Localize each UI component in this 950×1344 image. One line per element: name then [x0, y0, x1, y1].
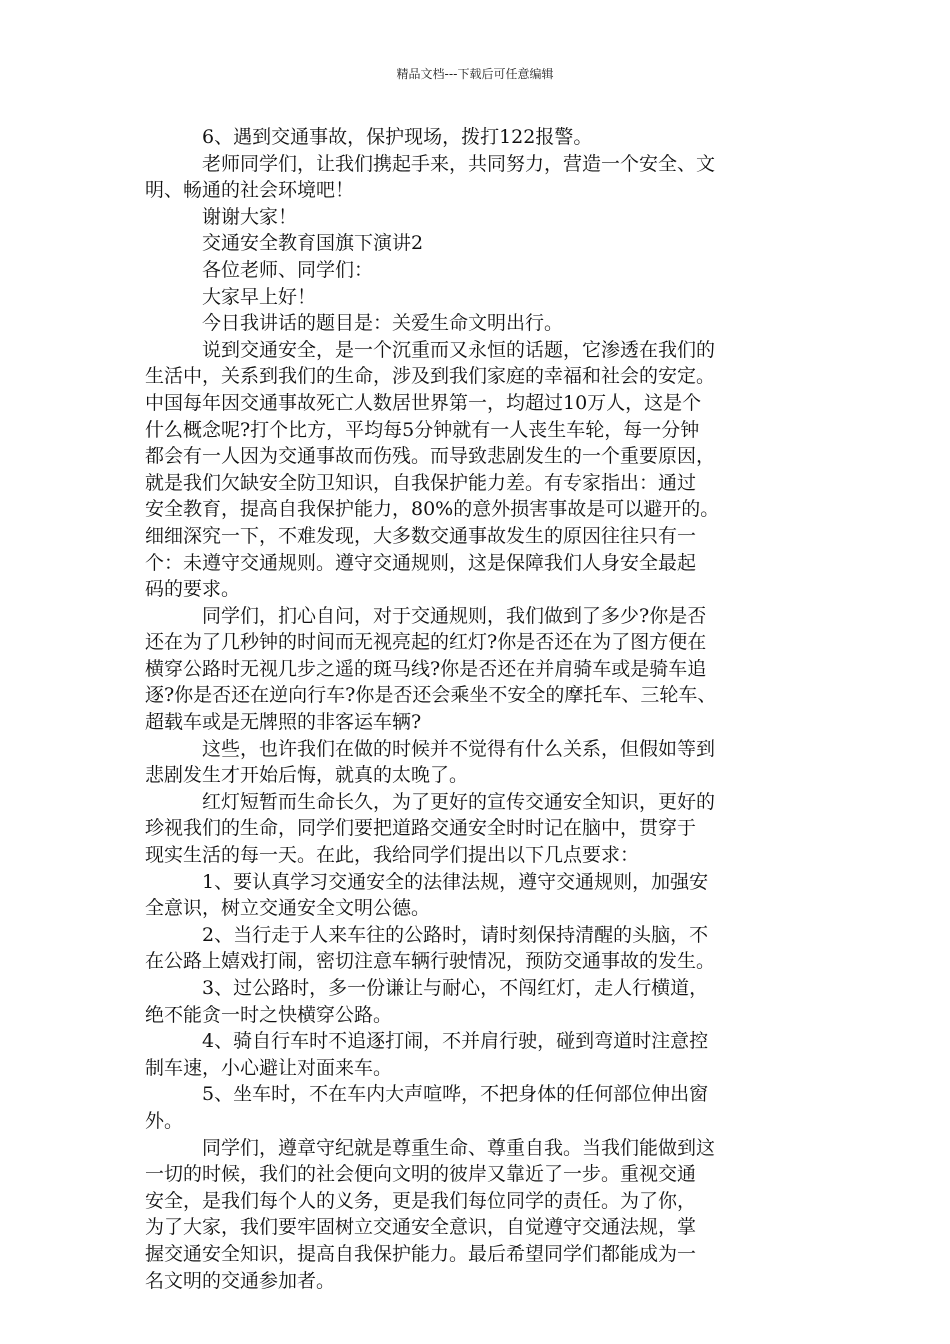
text-line: 逐?你是否还在逆向行车?你是否还会乘坐不安全的摩托车、三轮车、 [145, 684, 717, 707]
text-line: 同学们，扪心自问，对于交通规则，我们做到了多少?你是否 [202, 604, 707, 627]
text-line: 今日我讲话的题目是：关爱生命文明出行。 [202, 312, 564, 335]
text-line: 谢谢大家！ [202, 205, 298, 228]
text-line: 珍视我们的生命，同学们要把道路交通安全时时记在脑中，贯穿于 [145, 817, 697, 840]
text-line: 3、过公路时，多一份谦让与耐心，不闯红灯，走人行横道， [202, 977, 709, 999]
text-line: 中国每年因交通事故死亡人数居世界第一，均超过10万人，这是个 [145, 391, 702, 414]
text-line: 说到交通安全，是一个沉重而又永恒的话题，它渗透在我们的 [202, 338, 716, 361]
text-line: 安全教育，提高自我保护能力，80%的意外损害事故是可以避开的。 [145, 498, 720, 521]
text-line: 名文明的交通参加者。 [145, 1269, 336, 1292]
text-line: 码的要求。 [145, 578, 241, 601]
text-line: 大家早上好！ [202, 285, 317, 308]
text-line: 1、要认真学习交通安全的法律法规，遵守交通规则，加强安 [202, 870, 709, 893]
text-line: 横穿公路时无视几步之遥的斑马线?你是否还在并肩骑车或是骑车追 [145, 657, 707, 680]
text-line: 还在为了几秒钟的时间而无视亮起的红灯?你是否还在为了图方便在 [145, 631, 707, 654]
text-line: 各位老师、同学们： [202, 258, 374, 281]
text-line: 个：未遵守交通规则。遵守交通规则，这是保障我们人身安全最起 [145, 551, 697, 574]
text-line: 握交通安全知识，提高自我保护能力。最后希望同学们都能成为一 [145, 1242, 697, 1265]
text-line: 绝不能贪一时之快横穿公路。 [145, 1003, 393, 1026]
text-line: 5、坐车时，不在车内大声喧哗，不把身体的任何部位伸出窗 [202, 1083, 709, 1106]
text-line: 全意识，树立交通安全文明公德。 [145, 897, 431, 920]
text-line: 什么概念呢?打个比方，平均每5分钟就有一人丧生车轮，每一分钟 [145, 418, 700, 441]
text-line: 老师同学们，让我们携起手来，共同努力，营造一个安全、文 [202, 152, 716, 175]
text-line: 都会有一人因为交通事故而伤残。而导致悲剧发生的一个重要原因， [145, 445, 716, 468]
text-line: 一切的时候，我们的社会便向文明的彼岸又靠近了一步。重视交通 [145, 1163, 697, 1186]
text-line: 明、畅通的社会环境吧！ [145, 179, 355, 202]
text-line: 为了大家，我们要牢固树立交通安全意识，自觉遵守交通法规，掌 [145, 1216, 697, 1239]
text-line: 4、骑自行车时不追逐打闹，不并肩行驶，碰到弯道时注意控 [202, 1030, 709, 1053]
text-line: 安全，是我们每个人的义务，更是我们每位同学的责任。为了你， [145, 1189, 697, 1212]
text-line: 现实生活的每一天。在此，我给同学们提出以下几点要求： [145, 844, 640, 867]
text-line: 超载车或是无牌照的非客运车辆? [145, 711, 422, 734]
text-line: 红灯短暂而生命长久，为了更好的宣传交通安全知识，更好的 [202, 790, 716, 813]
text-line: 在公路上嬉戏打闹，密切注意车辆行驶情况，预防交通事故的发生。 [145, 950, 716, 973]
text-line: 制车速，小心避让对面来车。 [145, 1056, 393, 1079]
text-line: 就是我们欠缺安全防卫知识，自我保护能力差。有专家指出：通过 [145, 471, 697, 494]
text-line: 2、当行走于人来车往的公路时，请时刻保持清醒的头脑，不 [202, 923, 709, 946]
text-line: 悲剧发生才开始后悔，就真的太晚了。 [145, 764, 469, 787]
text-line: 生活中，关系到我们的生命，涉及到我们家庭的幸福和社会的安定。 [145, 365, 716, 388]
text-line: 这些，也许我们在做的时候并不觉得有什么关系，但假如等到 [202, 737, 716, 760]
text-line: 交通安全教育国旗下演讲2 [202, 232, 424, 255]
text-line: 同学们，遵章守纪就是尊重生命、尊重自我。当我们能做到这 [202, 1136, 716, 1159]
text-line: 细细深究一下，不难发现，大多数交通事故发生的原因往往只有一 [145, 524, 697, 547]
text-line: 外。 [145, 1109, 184, 1132]
page-header: 精品文档---下载后可任意编辑 [396, 67, 554, 81]
text-line: 6、遇到交通事故，保护现场，拨打122报警。 [202, 126, 593, 148]
document-body [145, 124, 805, 1294]
